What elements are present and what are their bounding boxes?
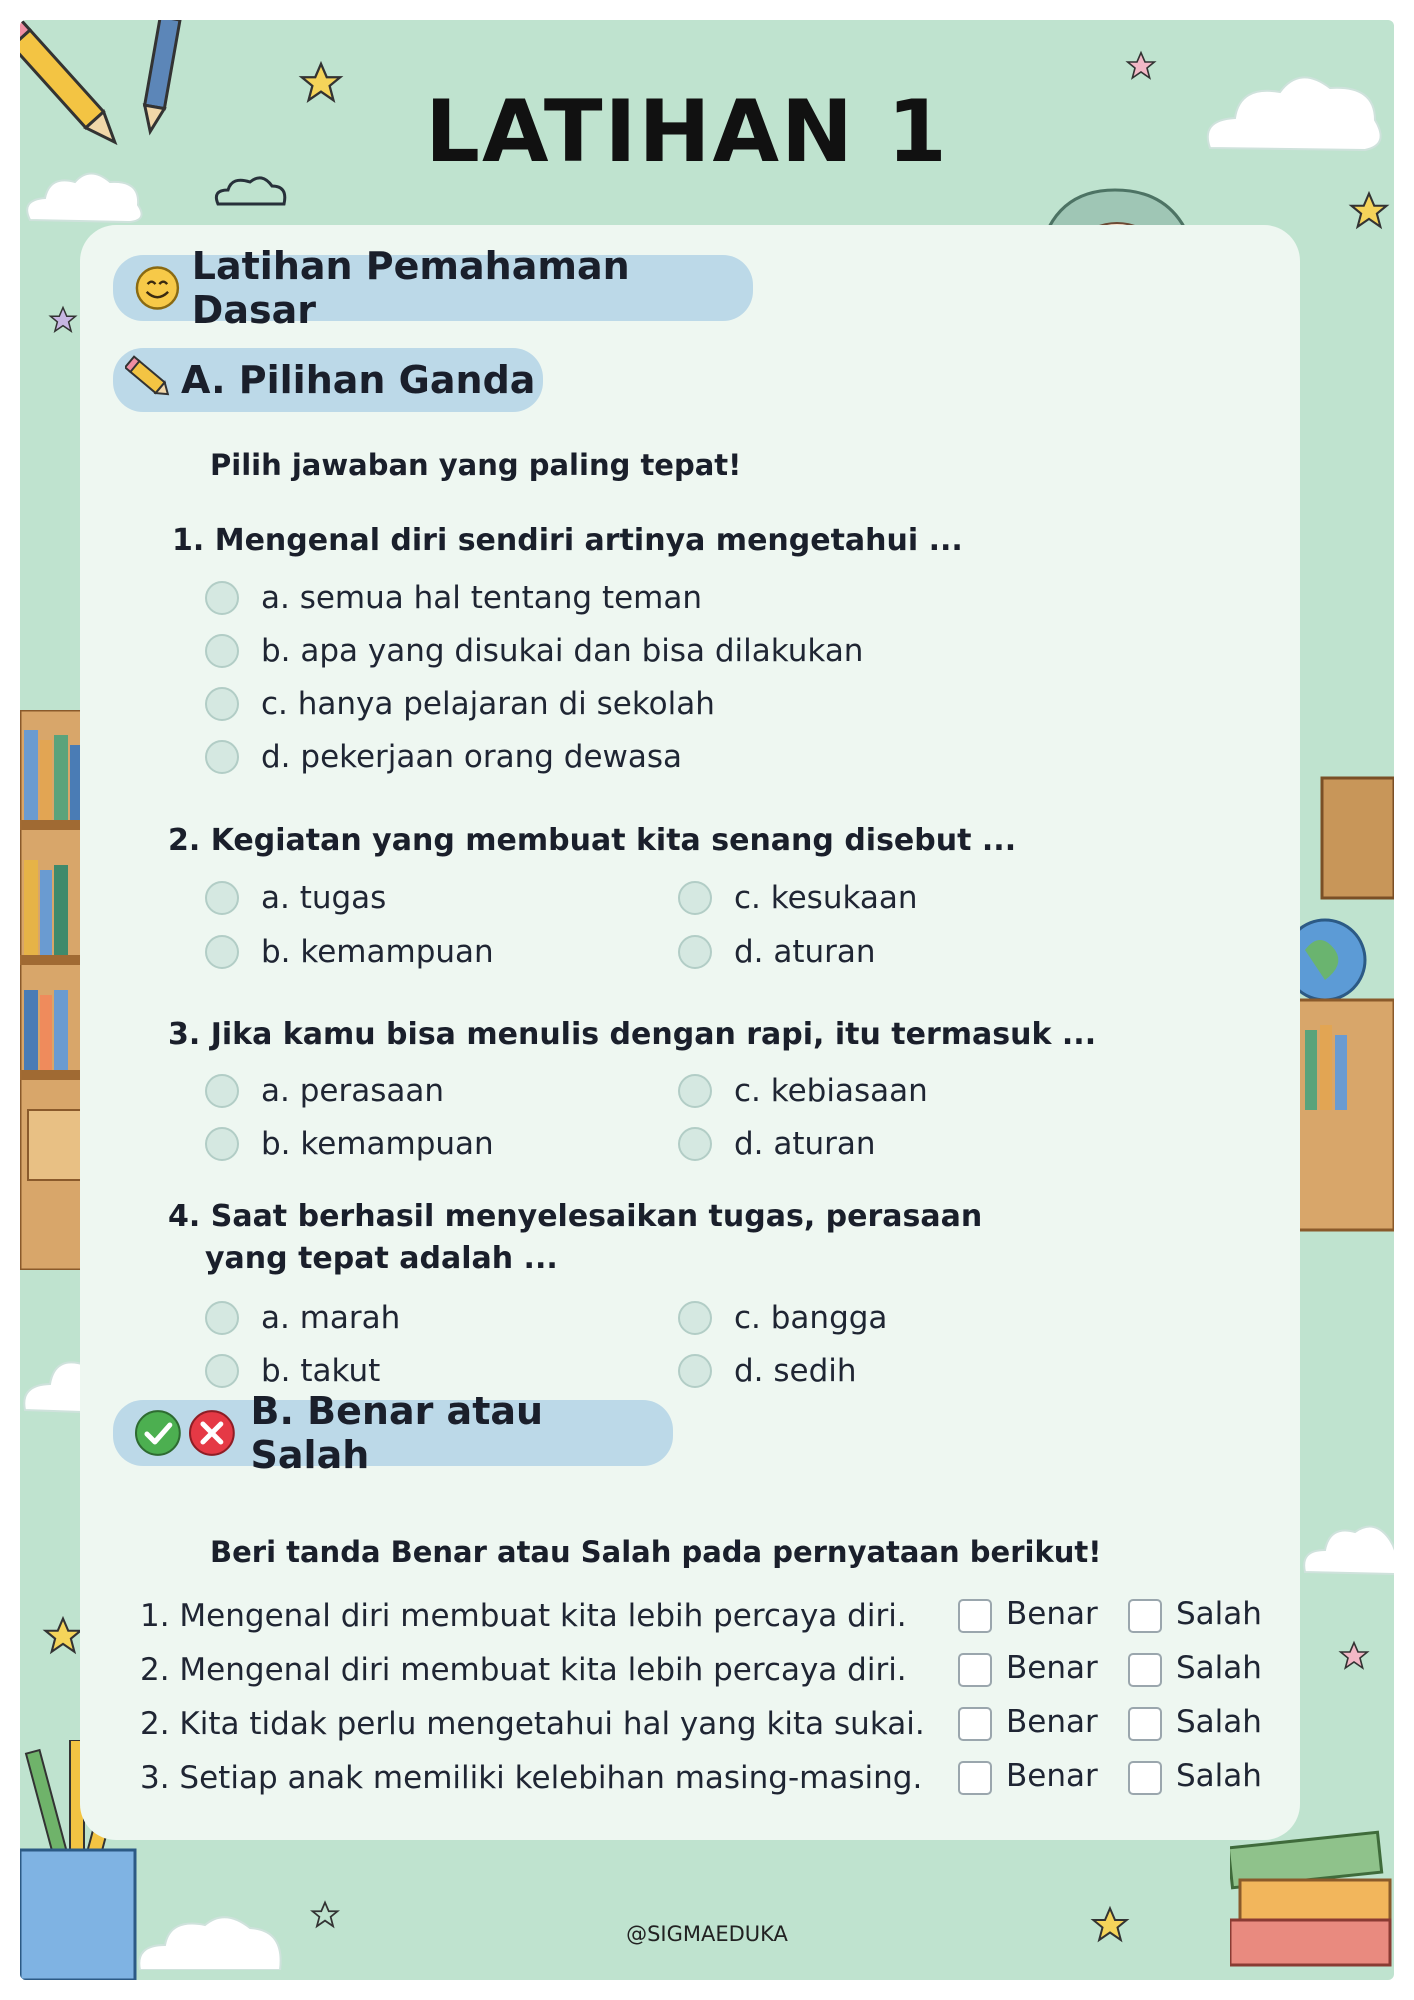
- statement-3: 2. Kita tidak perlu mengetahui hal yang kita sukai.: [140, 1706, 925, 1742]
- q3-option-c[interactable]: [678, 1071, 928, 1111]
- option-label: d. aturan: [734, 1126, 876, 1162]
- radio-button[interactable]: [205, 1354, 239, 1388]
- question-2: 2. Kegiatan yang membuat kita senang disebut ...: [168, 823, 1017, 858]
- radio-button[interactable]: [205, 634, 239, 668]
- option-label: b. apa yang disukai dan bisa dilakukan: [261, 633, 864, 669]
- option-label: a. marah: [261, 1300, 401, 1336]
- radio-button[interactable]: [678, 1127, 712, 1161]
- q4-option-b[interactable]: [205, 1351, 380, 1391]
- section-b-header: [113, 1389, 673, 1477]
- option-label: a. tugas: [261, 880, 387, 916]
- option-label: a. semua hal tentang teman: [261, 580, 703, 616]
- q1-option-c[interactable]: [205, 684, 715, 724]
- salah-checkbox[interactable]: [1128, 1761, 1162, 1795]
- pencil-icon: [125, 354, 177, 406]
- statement-4: 3. Setiap anak memiliki kelebihan masing-masing.: [140, 1760, 923, 1796]
- radio-button[interactable]: [678, 935, 712, 969]
- radio-button[interactable]: [205, 1074, 239, 1108]
- worksheet-title: LATIHAN 1: [425, 82, 949, 182]
- star-decoration: [42, 1615, 84, 1657]
- q1-option-a[interactable]: [205, 578, 702, 618]
- statement-1: 1. Mengenal diri membuat kita lebih percaya diri.: [140, 1598, 907, 1634]
- q4-option-c[interactable]: [678, 1298, 887, 1338]
- q1-option-d[interactable]: [205, 737, 682, 777]
- section-a-title: A. Pilihan Ganda: [181, 358, 536, 402]
- section-a-header: [113, 348, 543, 412]
- statement-2: 2. Mengenal diri membuat kita lebih percaya diri.: [140, 1652, 907, 1688]
- question-4: 4. Saat berhasil menyelesaikan tugas, perasaan: [168, 1199, 983, 1234]
- radio-button[interactable]: [205, 881, 239, 915]
- books-stack-illustration: [1230, 1820, 1394, 1980]
- benar-label: Benar: [1006, 1704, 1098, 1740]
- section-header: [113, 244, 753, 332]
- question-3: 3. Jika kamu bisa menulis dengan rapi, itu termasuk ...: [168, 1017, 1097, 1052]
- q2-option-b[interactable]: [205, 932, 494, 972]
- salah-checkbox[interactable]: [1128, 1707, 1162, 1741]
- star-decoration: [1348, 190, 1390, 232]
- q2-option-c[interactable]: [678, 878, 918, 918]
- salah-label: Salah: [1176, 1650, 1262, 1686]
- salah-label: Salah: [1176, 1596, 1262, 1632]
- star-decoration: [1338, 1640, 1370, 1672]
- q3-option-d[interactable]: [678, 1124, 876, 1164]
- star-decoration: [48, 305, 78, 335]
- q4-option-a[interactable]: [205, 1298, 400, 1338]
- option-label: b. takut: [261, 1353, 381, 1389]
- radio-button[interactable]: [205, 935, 239, 969]
- section-b-instruction: Beri tanda Benar atau Salah pada pernyataan berikut!: [210, 1535, 1102, 1569]
- cross-icon: [187, 1408, 237, 1458]
- q2-option-a[interactable]: [205, 878, 386, 918]
- salah-label: Salah: [1176, 1758, 1262, 1794]
- option-label: c. kebiasaan: [734, 1073, 928, 1109]
- section-b-title: B. Benar atau Salah: [250, 1389, 544, 1477]
- q4-option-d[interactable]: [678, 1351, 857, 1391]
- radio-button[interactable]: [205, 740, 239, 774]
- radio-button[interactable]: [678, 1354, 712, 1388]
- option-label: c. hanya pelajaran di sekolah: [261, 686, 715, 722]
- benar-label: Benar: [1006, 1650, 1098, 1686]
- radio-button[interactable]: [205, 1301, 239, 1335]
- radio-button[interactable]: [678, 1301, 712, 1335]
- option-label: b. kemampuan: [261, 934, 494, 970]
- q3-option-b[interactable]: [205, 1124, 494, 1164]
- radio-button[interactable]: [205, 687, 239, 721]
- question-4-continuation: yang tepat adalah ...: [205, 1241, 558, 1276]
- benar-checkbox[interactable]: [958, 1599, 992, 1633]
- option-label: a. perasaan: [261, 1073, 444, 1109]
- q2-option-d[interactable]: [678, 932, 876, 972]
- q3-option-a[interactable]: [205, 1071, 444, 1111]
- salah-label: Salah: [1176, 1704, 1262, 1740]
- radio-button[interactable]: [678, 1074, 712, 1108]
- salah-checkbox[interactable]: [1128, 1653, 1162, 1687]
- benar-checkbox[interactable]: [958, 1707, 992, 1741]
- star-decoration: [1125, 50, 1157, 82]
- radio-button[interactable]: [205, 581, 239, 615]
- salah-checkbox[interactable]: [1128, 1599, 1162, 1633]
- q1-option-b[interactable]: [205, 631, 863, 671]
- check-icon: [133, 1408, 183, 1458]
- benar-label: Benar: [1006, 1758, 1098, 1794]
- smiley-icon: [133, 263, 182, 313]
- radio-button[interactable]: [205, 1127, 239, 1161]
- option-label: c. bangga: [734, 1300, 888, 1336]
- section-header-label: Latihan Pemahaman Dasar: [191, 244, 630, 332]
- question-1: 1. Mengenal diri sendiri artinya mengetahui ...: [172, 523, 963, 558]
- section-a-instruction: Pilih jawaban yang paling tepat!: [210, 448, 742, 482]
- option-label: c. kesukaan: [734, 880, 918, 916]
- footer-credit: @SIGMAEDUKA: [626, 1922, 788, 1946]
- option-label: d. pekerjaan orang dewasa: [261, 739, 683, 775]
- option-label: b. kemampuan: [261, 1126, 494, 1162]
- cloud-decoration: [1300, 1510, 1394, 1580]
- radio-button[interactable]: [678, 881, 712, 915]
- benar-label: Benar: [1006, 1596, 1098, 1632]
- option-label: d. aturan: [734, 934, 876, 970]
- benar-checkbox[interactable]: [958, 1653, 992, 1687]
- option-label: d. sedih: [734, 1353, 857, 1389]
- benar-checkbox[interactable]: [958, 1761, 992, 1795]
